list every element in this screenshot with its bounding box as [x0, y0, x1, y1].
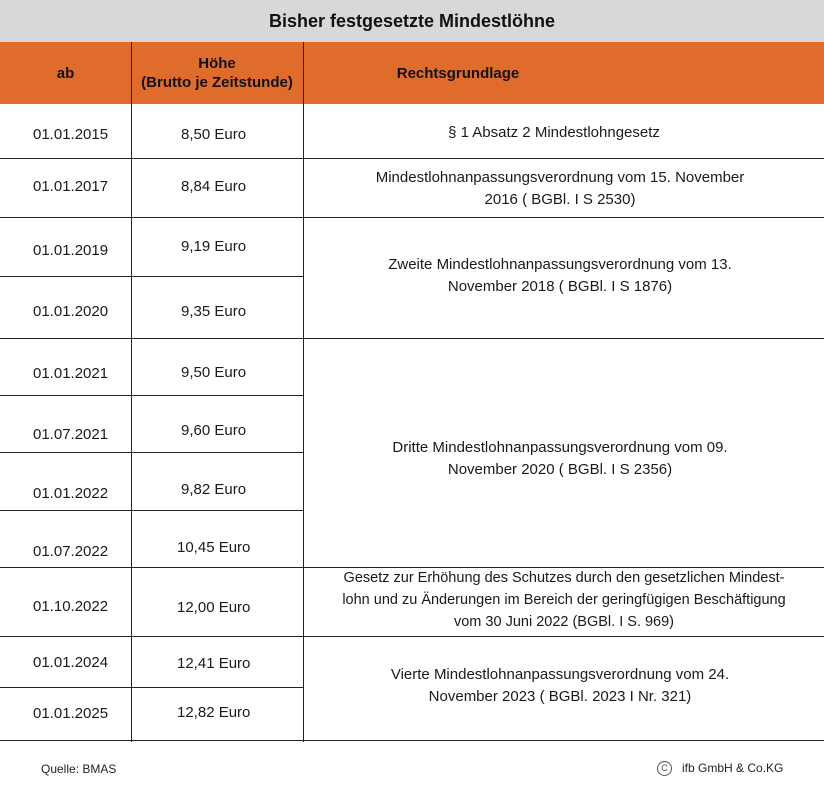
header-hoehe-line2: (Brutto je Zeitstunde): [141, 74, 293, 91]
legal-basis-line: lohn und zu Änderungen im Bereich der geringfügigen Beschäftigung: [342, 592, 786, 608]
amount-cell: 9,35 Euro: [181, 303, 247, 320]
source-note: Quelle: BMAS: [41, 762, 117, 776]
amount-cell: 8,50 Euro: [181, 126, 247, 143]
header-hoehe-line1: Höhe: [198, 55, 236, 72]
copyright-icon: C: [657, 761, 672, 776]
date-cell: 01.01.2021: [33, 365, 109, 382]
legal-basis-line: 2016 ( BGBl. I S 2530): [484, 191, 636, 208]
copyright-text: ifb GmbH & Co.KG: [682, 761, 784, 775]
legal-basis-cell: [304, 437, 824, 481]
date-cell: 01.01.2025: [33, 705, 109, 722]
legal-basis-cell: [304, 167, 824, 211]
row-divider: [0, 687, 304, 688]
row-divider: [0, 338, 824, 339]
header-hoehe: [131, 42, 303, 104]
header-rechtsgrundlage: Rechtsgrundlage: [396, 64, 520, 82]
column-divider: [303, 42, 304, 742]
amount-cell: 12,82 Euro: [177, 704, 251, 721]
row-divider: [0, 158, 824, 159]
date-cell: 01.07.2022: [33, 543, 109, 560]
table-header: [0, 42, 824, 104]
row-divider: [0, 740, 824, 741]
legal-basis-cell: [304, 664, 824, 708]
column-divider: [131, 42, 132, 742]
amount-cell: 10,45 Euro: [177, 539, 251, 556]
amount-cell: 12,41 Euro: [177, 655, 251, 672]
date-cell: 01.07.2021: [33, 426, 109, 443]
legal-basis-line: November 2023 ( BGBl. 2023 I Nr. 321): [428, 688, 692, 705]
row-divider: [0, 276, 304, 277]
date-cell: 01.10.2022: [33, 598, 109, 615]
legal-basis-line: November 2018 ( BGBl. I S 1876): [447, 278, 673, 295]
legal-basis-line: Mindestlohnanpassungsverordnung vom 15. November: [375, 169, 745, 186]
date-cell: 01.01.2024: [33, 654, 109, 671]
legal-basis-line: § 1 Absatz 2 Mindestlohngesetz: [448, 124, 660, 141]
legal-basis-line: Vierte Mindestlohnanpassungsverordnung vom 24.: [390, 666, 730, 683]
amount-cell: 12,00 Euro: [177, 599, 251, 616]
date-cell: 01.01.2015: [33, 126, 109, 143]
legal-basis-line: November 2020 ( BGBl. I S 2356): [447, 461, 673, 478]
amount-cell: 9,60 Euro: [181, 422, 247, 439]
legal-basis-line: vom 30 Juni 2022 (BGBl. I S. 969): [453, 614, 675, 630]
date-cell: 01.01.2019: [33, 242, 109, 259]
legal-basis-cell: [304, 122, 824, 144]
legal-basis-cell: [304, 254, 824, 298]
row-divider: [0, 510, 304, 511]
page-title: Bisher festgesetzte Mindestlöhne: [0, 0, 824, 42]
header-ab: ab: [56, 64, 75, 82]
copyright-note: [657, 761, 783, 776]
date-cell: 01.01.2020: [33, 303, 109, 320]
legal-basis-line: Gesetz zur Erhöhung des Schutzes durch den gesetzlichen Mindest-: [343, 570, 785, 586]
legal-basis-line: Zweite Mindestlohnanpassungsverordnung vom 13.: [388, 256, 732, 273]
amount-cell: 9,19 Euro: [181, 238, 247, 255]
amount-cell: 9,82 Euro: [181, 481, 247, 498]
legal-basis-line: Dritte Mindestlohnanpassungsverordnung vom 09.: [392, 439, 728, 456]
amount-cell: 8,84 Euro: [181, 178, 247, 195]
row-divider: [0, 636, 824, 637]
date-cell: 01.01.2017: [33, 178, 109, 195]
date-cell: 01.01.2022: [33, 485, 109, 502]
legal-basis-cell: [304, 567, 824, 633]
row-divider: [0, 217, 824, 218]
row-divider: [0, 395, 304, 396]
amount-cell: 9,50 Euro: [181, 364, 247, 381]
row-divider: [0, 452, 304, 453]
